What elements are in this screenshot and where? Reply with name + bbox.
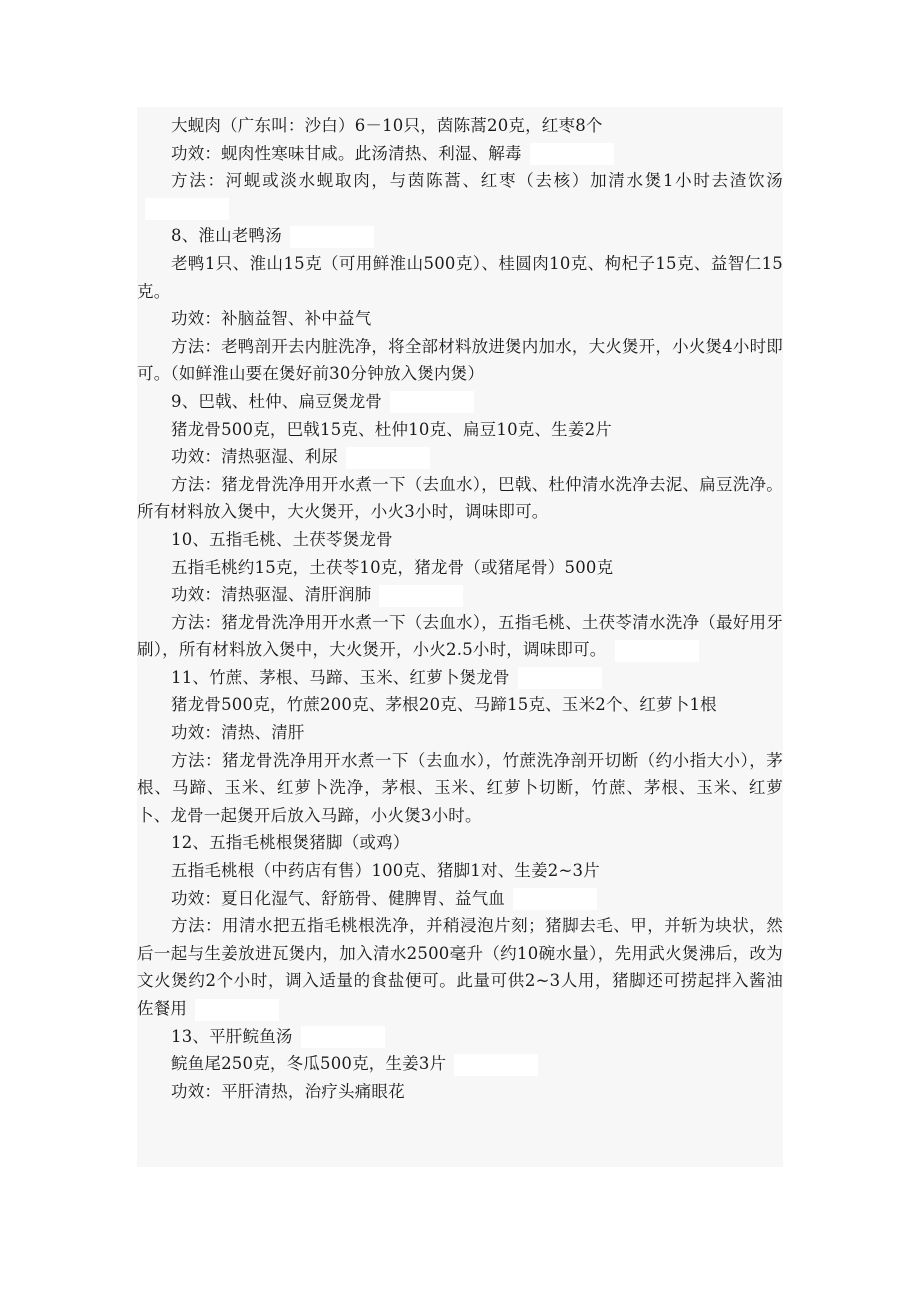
redaction-patch bbox=[379, 585, 463, 607]
paragraph-text: 方法：猪龙骨洗净用开水煮一下（去血水），五指毛桃、土茯苓清水洗净（最好用牙刷），所有材料放入煲中，大火煲开，小火2.5小时，调味即可。 bbox=[137, 612, 783, 660]
paragraph bbox=[137, 581, 783, 609]
paragraph bbox=[137, 416, 783, 444]
redaction-patch bbox=[195, 999, 279, 1021]
paragraph-text: 功效：补脑益智、补中益气 bbox=[171, 309, 372, 329]
paragraph bbox=[137, 250, 783, 305]
paragraph bbox=[137, 554, 783, 582]
paragraph-text: 13、平肝鲩鱼汤 bbox=[171, 1026, 293, 1046]
redaction-patch bbox=[530, 143, 614, 165]
redaction-patch bbox=[390, 391, 474, 413]
paragraph bbox=[137, 912, 783, 1022]
paragraph-text: 鲩鱼尾250克，冬瓜500克，生姜3片 bbox=[171, 1054, 447, 1074]
paragraph bbox=[137, 1023, 783, 1051]
paragraph-text: 猪龙骨500克，巴戟15克、杜仲10克、扁豆10克、生姜2片 bbox=[171, 419, 612, 439]
paragraph-text: 方法：用清水把五指毛桃根洗净，并稍浸泡片刻；猪脚去毛、甲，并斩为块状，然后一起与生姜放进瓦煲内，加入清水2500毫升（约10碗水量），先用武火煲沸后，改为文火煲约2个小时，调入适量的食盐便可。此量可供2~3人用，猪脚还可捞起拌入酱油佐餐用 bbox=[137, 916, 783, 1018]
paragraph bbox=[137, 885, 783, 913]
paragraph-text: 五指毛桃根（中药店有售）100克、猪脚1对、生姜2~3片 bbox=[171, 861, 600, 881]
redaction-patch bbox=[513, 888, 597, 910]
paragraph-text: 功效：清热驱湿、清肝润肺 bbox=[171, 585, 372, 605]
paragraph-text: 方法：河蚬或淡水蚬取肉，与茵陈蒿、红枣（去核）加清水煲1小时去渣饮汤 bbox=[171, 171, 783, 191]
paragraph-text: 功效：清热、清肝 bbox=[171, 723, 305, 743]
paragraph-text: 大蚬肉（广东叫：沙白）6－10只，茵陈蒿20克，红枣8个 bbox=[171, 116, 603, 135]
paragraph-text: 老鸭1只、淮山15克（可用鲜淮山500克）、桂圆肉10克、枸杞子15克、益智仁15克。 bbox=[137, 253, 783, 301]
paragraph-text: 12、五指毛桃根煲猪脚（或鸡） bbox=[171, 833, 410, 853]
paragraph-text: 方法：猪龙骨洗净用开水煮一下（去血水），巴戟、杜仲清水洗净去泥、扁豆洗净。所有材料放入煲中，大火煲开，小火3小时，调味即可。 bbox=[137, 474, 783, 522]
redaction-patch bbox=[615, 640, 699, 662]
paragraph-text: 10、五指毛桃、土茯苓煲龙骨 bbox=[171, 529, 393, 549]
paragraph-text: 功效：清热驱湿、利尿 bbox=[171, 447, 338, 467]
paragraph bbox=[137, 719, 783, 747]
paragraph bbox=[137, 1078, 783, 1106]
document-body bbox=[137, 112, 783, 1105]
redaction-patch bbox=[518, 667, 602, 689]
paragraph bbox=[137, 222, 783, 250]
redaction-patch bbox=[145, 198, 229, 220]
paragraph-text: 方法：老鸭剖开去内脏洗净，将全部材料放进煲内加水，大火煲开，小火煲4小时即可。（如鲜淮山要在煲好前30分钟放入煲内煲） bbox=[137, 336, 783, 384]
redaction-patch bbox=[454, 1054, 538, 1076]
paragraph bbox=[137, 609, 783, 664]
paragraph-text: 五指毛桃约15克，土茯苓10克，猪龙骨（或猪尾骨）500克 bbox=[171, 557, 614, 577]
paragraph-text: 9、巴戟、杜仲、扁豆煲龙骨 bbox=[171, 391, 383, 411]
paragraph bbox=[137, 691, 783, 719]
paragraph-text: 方法：猪龙骨洗净用开水煮一下（去血水），竹蔗洗净剖开切断（约小指大小），茅根、马蹄、玉米、红萝卜洗净，茅根、玉米、红萝卜切断，竹蔗、茅根、玉米、红萝卜、龙骨一起煲开后放入马蹄，小火煲3小时。 bbox=[137, 750, 783, 825]
redaction-patch bbox=[346, 447, 430, 469]
paragraph bbox=[137, 471, 783, 526]
paragraph bbox=[137, 388, 783, 416]
paragraph-text: 功效：夏日化湿气、舒筋骨、健脾胃、益气血 bbox=[171, 888, 505, 908]
paragraph bbox=[137, 305, 783, 333]
paragraph-text: 8、淮山老鸭汤 bbox=[171, 226, 282, 246]
paragraph bbox=[137, 664, 783, 692]
paragraph-text: 功效：平肝清热，治疗头痛眼花 bbox=[171, 1081, 405, 1101]
paragraph bbox=[137, 112, 783, 140]
paragraph bbox=[137, 167, 783, 222]
paragraph-text: 功效：蚬肉性寒味甘咸。此汤清热、利湿、解毒 bbox=[171, 143, 522, 163]
paragraph bbox=[137, 747, 783, 830]
paragraph bbox=[137, 526, 783, 554]
paragraph-text: 11、竹蔗、茅根、马蹄、玉米、红萝卜煲龙骨 bbox=[171, 667, 510, 687]
document-page bbox=[137, 107, 783, 1167]
redaction-patch bbox=[301, 1026, 385, 1048]
paragraph bbox=[137, 140, 783, 168]
paragraph bbox=[137, 333, 783, 388]
paragraph bbox=[137, 443, 783, 471]
paragraph bbox=[137, 857, 783, 885]
redaction-patch bbox=[290, 226, 374, 248]
paragraph bbox=[137, 829, 783, 857]
paragraph bbox=[137, 1050, 783, 1078]
paragraph-text: 猪龙骨500克，竹蔗200克、茅根20克、马蹄15克、玉米2个、红萝卜1根 bbox=[171, 695, 717, 715]
